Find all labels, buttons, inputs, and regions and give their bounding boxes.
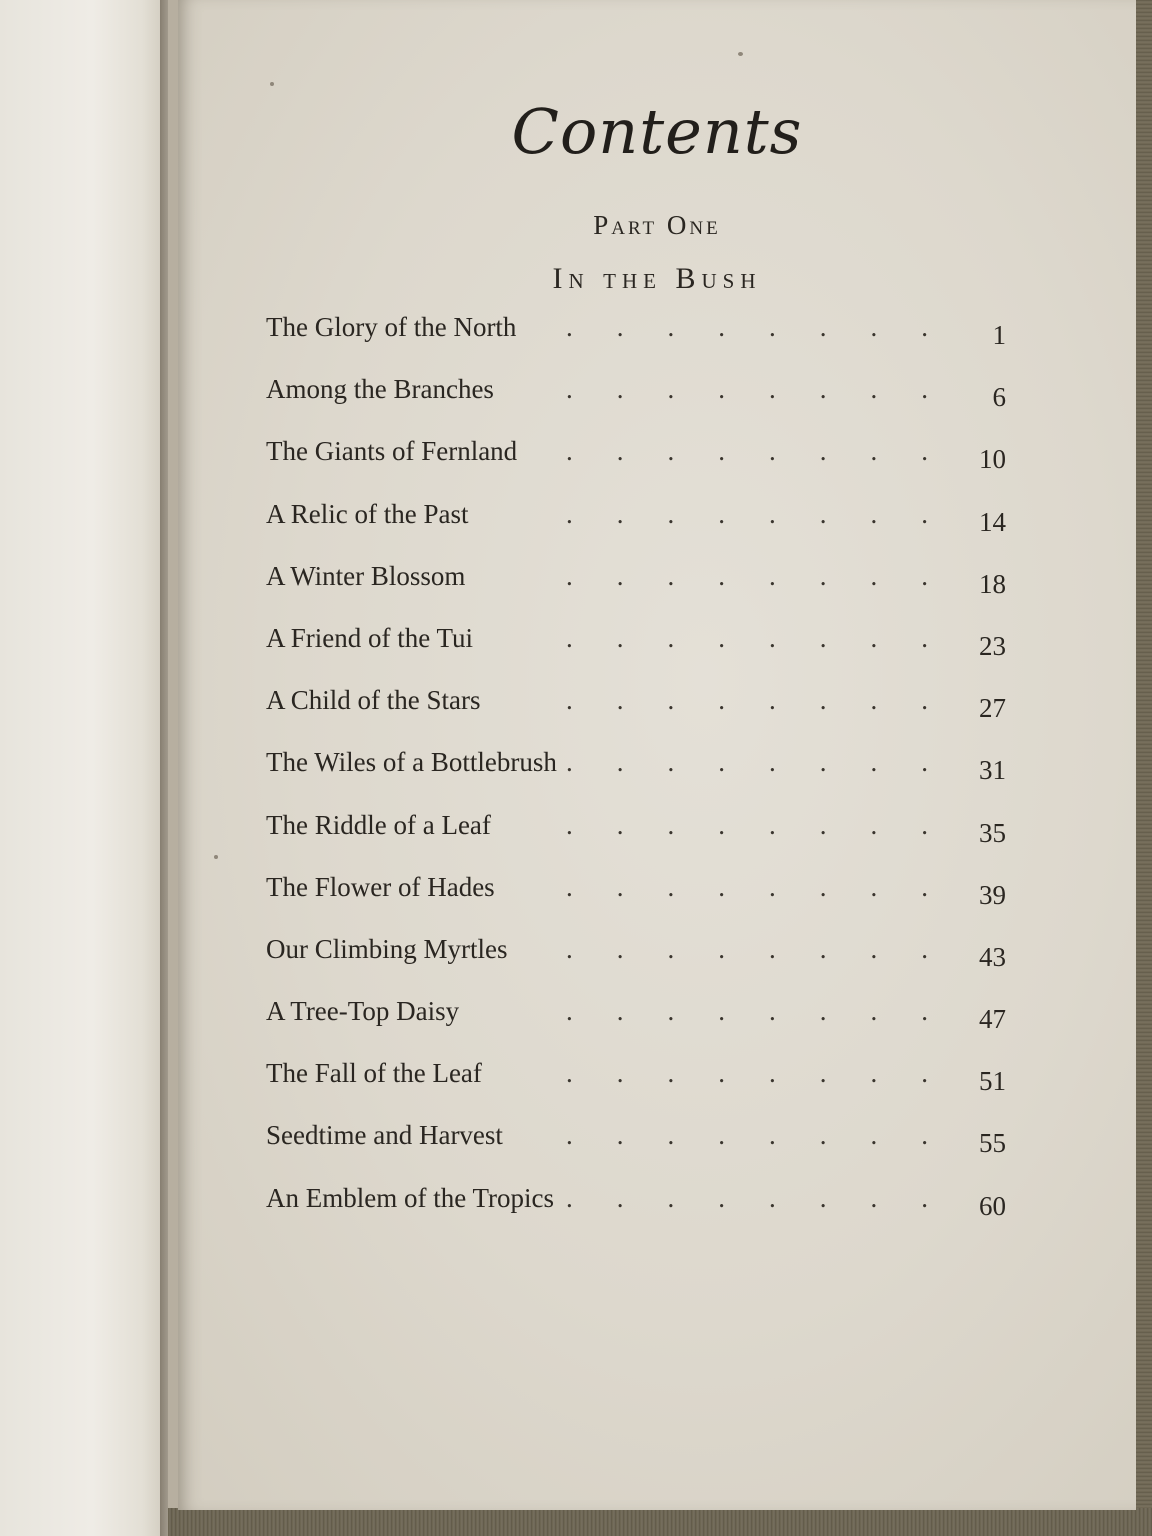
paper-speck: [738, 52, 743, 56]
toc-entry: [266, 685, 1006, 747]
entry-title: The Fall of the Leaf: [266, 1058, 482, 1089]
entry-page-number: 10: [979, 444, 1006, 475]
entry-page-number: 47: [979, 1004, 1006, 1035]
entry-title: A Tree-Top Daisy: [266, 996, 460, 1027]
table-of-contents: [266, 312, 1006, 1245]
dot-leader: ........: [566, 498, 972, 529]
toc-entry: [266, 934, 1006, 996]
toc-entry: [266, 623, 1006, 685]
entry-page-number: 6: [992, 382, 1006, 413]
entry-title: A Friend of the Tui: [266, 622, 474, 653]
toc-entry: [266, 374, 1006, 436]
entry-title: A Relic of the Past: [266, 498, 469, 529]
toc-entry: [266, 1058, 1006, 1120]
entry-page-number: 39: [979, 879, 1006, 910]
toc-entry: [266, 996, 1006, 1058]
toc-entry: [266, 312, 1006, 374]
dot-leader: ........: [566, 436, 972, 467]
entry-title: Seedtime and Harvest: [266, 1120, 503, 1151]
entry-page-number: 1: [992, 320, 1006, 350]
page-title: Contents: [511, 95, 803, 168]
entry-title: A Winter Blossom: [266, 560, 466, 591]
toc-entry: [266, 499, 1006, 561]
dot-leader: ........: [566, 996, 972, 1027]
entry-page-number: 18: [979, 568, 1006, 599]
paper-speck: [214, 855, 218, 859]
dot-leader: ........: [566, 1058, 972, 1089]
dot-leader: ........: [566, 685, 972, 716]
section-heading: In the Bush: [552, 262, 762, 295]
dot-leader: ........: [566, 809, 972, 840]
entry-page-number: 23: [979, 630, 1006, 661]
cover-cloth-right: [1134, 0, 1152, 1536]
toc-entry: [266, 1120, 1006, 1182]
toc-entry: [266, 561, 1006, 623]
part-heading: Part One: [593, 210, 721, 240]
entry-page-number: 14: [979, 506, 1006, 537]
entry-page-number: 60: [979, 1190, 1006, 1221]
entry-title: An Emblem of the Tropics: [266, 1182, 554, 1213]
toc-entry: [266, 872, 1006, 934]
entry-title: The Glory of the North: [266, 312, 517, 342]
entry-title: The Wiles of a Bottlebrush: [266, 747, 557, 778]
entry-title: The Riddle of a Leaf: [266, 809, 491, 840]
facing-blank-page: [0, 0, 168, 1536]
dot-leader: ........: [566, 1182, 972, 1213]
entry-title: The Flower of Hades: [266, 871, 495, 902]
contents-page: [178, 0, 1136, 1510]
entry-title: The Giants of Fernland: [266, 436, 518, 467]
dot-leader: ........: [566, 312, 972, 342]
entry-title: A Child of the Stars: [266, 685, 481, 716]
dot-leader: ........: [566, 933, 972, 964]
paper-speck: [270, 82, 274, 86]
toc-entry: [266, 1183, 1006, 1245]
entry-title: Among the Branches: [266, 374, 494, 405]
toc-entry: [266, 436, 1006, 498]
entry-page-number: 55: [979, 1128, 1006, 1159]
entry-page-number: 43: [979, 941, 1006, 972]
toc-entry: [266, 747, 1006, 809]
dot-leader: ........: [566, 560, 972, 591]
cover-cloth-bottom: [168, 1508, 1152, 1536]
toc-entry: [266, 810, 1006, 872]
entry-title: Our Climbing Myrtles: [266, 933, 508, 964]
entry-page-number: 35: [979, 817, 1006, 848]
dot-leader: ........: [566, 622, 972, 653]
entry-page-number: 27: [979, 693, 1006, 724]
dot-leader: ........: [566, 374, 972, 405]
dot-leader: ........: [566, 871, 972, 902]
dot-leader: ........: [566, 747, 972, 778]
entry-page-number: 31: [979, 755, 1006, 786]
dot-leader: ........: [566, 1120, 972, 1151]
entry-page-number: 51: [979, 1066, 1006, 1097]
